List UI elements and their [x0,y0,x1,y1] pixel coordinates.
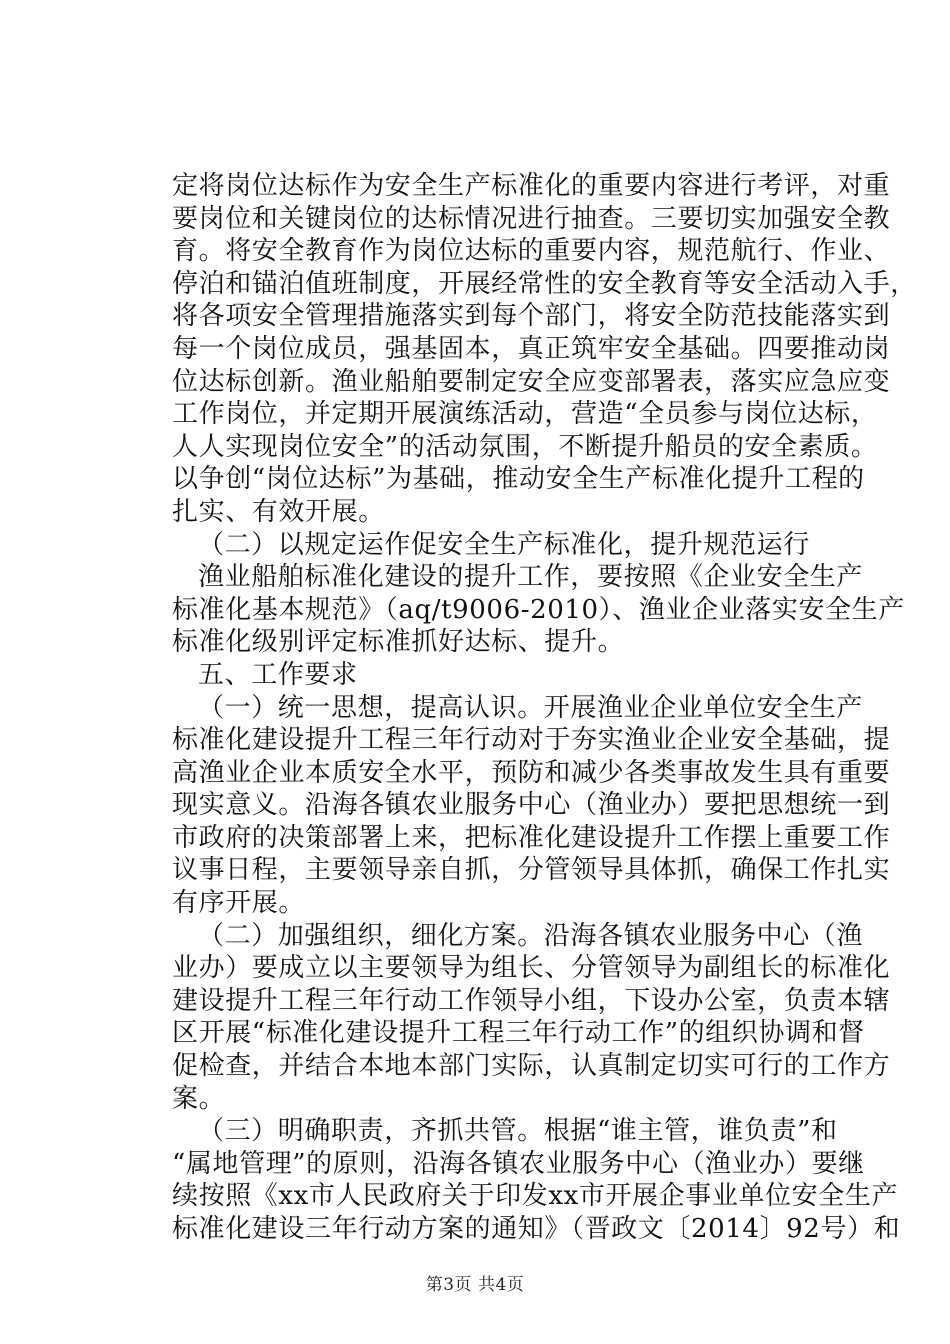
text-line: 位达标创新。渔业船舶要制定安全应变部署表，落实应急应变 [172,366,891,397]
text-line: 案。 [172,1083,226,1114]
text-line: 标准化建设三年行动方案的通知》（晋政文〔2014〕92号）和 [172,1214,901,1244]
text-line: （二）以规定运作促安全生产标准化，提升规范运行 [198,529,810,560]
text-line: 建设提升工程三年行动工作领导小组，下设办公室，负责本辖 [172,985,891,1016]
text-line: 停泊和锚泊值班制度，开展经常性的安全教育等安全活动入手， [172,268,917,299]
text-line: 业办）要成立以主要领导为组长、分管领导为副组长的标准化 [172,953,891,984]
text-line: 标准化级别评定标准抓好达标、提升。 [172,627,625,658]
page-footer: 第3页 共4页 [425,1275,525,1295]
text-line: 五、工作要求 [198,659,358,690]
text-line: 标准化建设提升工程三年行动对于夯实渔业企业安全基础，提 [172,725,891,756]
text-line: （三）明确职责，齐抓共管。根据“谁主管，谁负责”和 [198,1116,838,1147]
text-line: （一）统一思想，提高认识。开展渔业企业单位安全生产 [198,692,864,723]
text-line: “属地管理”的原则，沿海各镇农业服务中心（渔业办）要继 [172,1148,865,1179]
text-line: 每一个岗位成员，强基固本，真正筑牢安全基础。四要推动岗 [172,333,891,364]
text-line: 议事日程，主要领导亲自抓，分管领导具体抓，确保工作扎实 [172,855,891,886]
text-line: 标准化基本规范》（aq/t9006-2010）、渔业企业落实安全生产 [172,594,905,625]
text-line: 有序开展。 [172,888,306,919]
text-line: 定将岗位达标作为安全生产标准化的重要内容进行考评，对重 [172,171,891,201]
text-line: 扎实、有效开展。 [172,496,385,527]
text-line: 区开展“标准化建设提升工程三年行动工作”的组织协调和督 [172,1018,865,1049]
text-line: 育。将安全教育作为岗位达标的重要内容，规范航行、作业、 [172,236,891,267]
document-body [172,170,917,1246]
text-line: 要岗位和关键岗位的达标情况进行抽查。三要切实加强安全教 [172,203,891,234]
text-line: 渔业船舶标准化建设的提升工作，要按照《企业安全生产 [198,562,864,593]
text-line: 高渔业企业本质安全水平，预防和减少各类事故发生具有重要 [172,757,891,788]
text-line: 以争创“岗位达标”为基础，推动安全生产标准化提升工程的 [172,464,865,495]
text-line: 促检查，并结合本地本部门实际，认真制定切实可行的工作方 [172,1051,891,1082]
text-line: 人人实现岗位安全”的活动氛围，不断提升船员的安全素质。 [172,431,878,462]
text-line: 将各项安全管理措施落实到每个部门，将安全防范技能落实到 [172,301,891,332]
text-line: 市政府的决策部署上来，把标准化建设提升工作摆上重要工作 [172,822,891,853]
text-line: （二）加强组织，细化方案。沿海各镇农业服务中心（渔 [198,920,864,951]
text-line: 现实意义。沿海各镇农业服务中心（渔业办）要把思想统一到 [172,790,891,821]
text-line: 工作岗位，并定期开展演练活动，营造“全员参与岗位达标， [172,399,878,430]
text-line: 续按照《xx市人民政府关于印发xx市开展企事业单位安全生产 [172,1181,899,1212]
